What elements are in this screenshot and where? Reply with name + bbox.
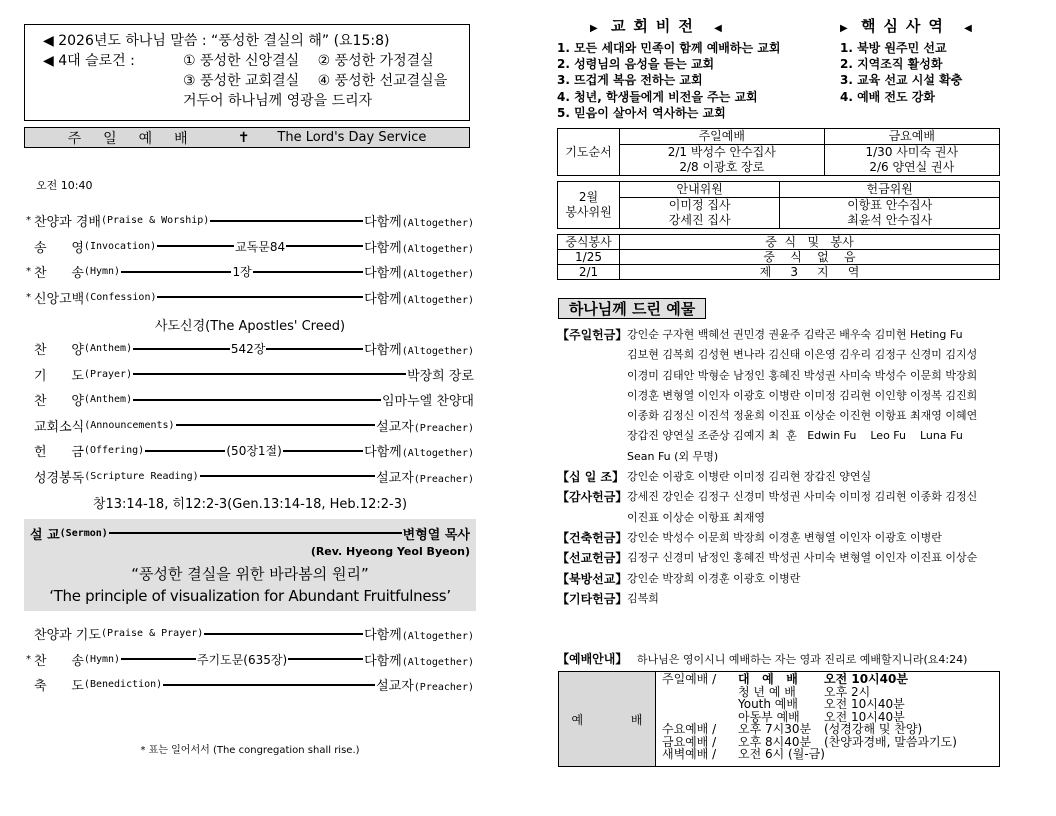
order-of-worship-part2	[26, 336, 474, 489]
leader-name-en: (Preacher)	[413, 422, 474, 434]
triangle-left-icon: ◀	[964, 23, 972, 34]
leader-name: 다함께	[364, 343, 402, 359]
leader-name-en: (Altogether)	[401, 346, 474, 358]
leader-name-en: (Preacher)	[413, 473, 474, 485]
vision-item: 4. 청년, 학생들에게 비전을 주는 교회	[557, 89, 758, 104]
meal-value: 중 식 없 음	[620, 250, 1000, 265]
item-eng: (Confession)	[84, 291, 157, 303]
leader-name: 다함께	[364, 291, 402, 307]
item-leader	[407, 365, 474, 384]
item-leader	[364, 650, 474, 669]
rise-note: * 표는 일어서서 (The congregation shall rise.)	[140, 745, 360, 756]
worship-c3: 오전 10시40분	[824, 697, 905, 711]
vision-title: ▶ 교회비전 ◀	[590, 17, 722, 35]
offering-names	[627, 528, 1002, 548]
leader-name-en: (Altogether)	[401, 243, 474, 255]
item-name: 신앙고백	[34, 291, 85, 307]
worship-schedule-table	[558, 671, 1000, 767]
order-item	[26, 234, 474, 260]
item-eng: (Hymn)	[83, 266, 121, 278]
core-item: 2. 지역조직 활성화	[840, 57, 943, 72]
item-leader	[376, 675, 474, 694]
worship-guide	[557, 650, 967, 667]
scripture-row	[26, 490, 474, 516]
item-name: 헌 금	[34, 445, 84, 461]
sermon-box	[24, 519, 476, 611]
leader-name: 박장희 장로	[407, 368, 474, 384]
worship-guide-label: 【예배안내】	[557, 652, 628, 666]
worship-c3: (성경강해 및 찬양)	[824, 722, 923, 736]
donor-line: Sean Fu (외 무명)	[627, 449, 719, 463]
worship-c2: 오후 8시40분	[738, 734, 812, 749]
meal-service-table	[557, 234, 1000, 280]
vision-item: 5. 믿음이 살아서 역사하는 교회	[557, 105, 726, 120]
scripture-reference: 창13:14-18, 히12:2-3(Gen.13:14-18, Heb.12:2-3)	[92, 497, 408, 513]
worship-schedule	[656, 672, 1000, 767]
leader-line	[286, 245, 363, 247]
volunteers-table	[557, 181, 1000, 229]
leader-line	[121, 271, 231, 273]
worship-c2: 오후 7시30분	[738, 722, 812, 736]
item-detail: 주기도문(635장)	[196, 652, 288, 667]
creed-row	[26, 312, 474, 338]
col-header: 주일예배	[620, 129, 825, 145]
worship-label: 예 배	[559, 672, 656, 767]
slogans	[43, 51, 469, 111]
worship-c3: 오후 2시	[824, 684, 871, 699]
offering-label: 【기타헌금】	[557, 591, 628, 606]
offering-group	[557, 548, 1002, 568]
col-header: 헌금위원	[780, 182, 1000, 198]
slogan-item: ③ 풍성한 교회결실	[183, 73, 300, 89]
item-leader	[364, 262, 474, 281]
leader-line	[145, 450, 225, 452]
order-of-worship-part1	[26, 208, 474, 310]
worship-c1: 금요예배 /	[662, 734, 717, 749]
rise-marker: *	[26, 215, 31, 227]
item-eng: (Benediction)	[83, 679, 163, 691]
triangle-right-icon: ▶	[590, 23, 598, 34]
leader-line	[200, 475, 375, 477]
offering-names	[627, 589, 1002, 609]
order-item	[26, 208, 474, 234]
order-item	[26, 387, 474, 413]
leader-name: 다함께	[364, 240, 402, 256]
item-name: 찬양과 기도	[34, 628, 101, 644]
worship-c1: 새벽예배 /	[662, 747, 717, 761]
donor-line: 김복희	[627, 591, 659, 605]
leader-name: 설교자	[376, 679, 414, 695]
offering-label: 【선교헌금】	[557, 551, 628, 566]
core-item: 3. 교육 선교 시설 확충	[840, 73, 963, 88]
item-name: 찬 송	[34, 653, 84, 669]
item-leader	[364, 211, 474, 230]
leader-name-en: (Altogether)	[401, 294, 474, 306]
item-eng: (Anthem)	[83, 343, 133, 355]
offerings-list	[557, 325, 1002, 609]
donor-line: 김보현 김복희 김성현 변나라 김신태 이은영 김우리 김정구 신경미 김지성	[627, 348, 978, 362]
worship-c1	[662, 686, 738, 699]
leader-line	[133, 348, 230, 350]
order-item	[26, 464, 474, 490]
order-item	[26, 438, 474, 464]
donor-line: 강인순 구자현 백혜선 권민경 권윤주 김락곤 배우숙 김미현 Heting Fu	[627, 328, 963, 341]
order-item	[26, 621, 474, 647]
leader-line	[210, 220, 363, 222]
leader-line	[133, 373, 406, 375]
donor-line: 장갑진 양연실 조준상 김예지 최 훈 Edwin Fu Leo Fu Luna Fu	[627, 429, 963, 443]
worship-c1: 수요예배 /	[662, 722, 717, 736]
cross-icon: ✝	[237, 129, 250, 146]
worship-c1: 주일예배 /	[662, 672, 717, 686]
offering-group	[557, 487, 1002, 528]
ushers: 이미정 집사 강세진 집사	[620, 198, 780, 229]
sermon-title-en: ‘The principle of visualization for Abundant Fruitfulness’	[49, 587, 451, 605]
worship-c2: 오전 6시 (월-금)	[738, 747, 825, 761]
service-time: 오전 10:40	[36, 179, 93, 192]
item-eng: (Hymn)	[83, 653, 121, 665]
item-leader	[364, 288, 474, 307]
leader-name: 다함께	[364, 445, 402, 461]
offering-label: 【주일헌금】	[557, 328, 628, 342]
donor-line: 이진표 이상순 이항표 최재영	[627, 510, 766, 524]
slogan-closing: 거두어 하나님께 영광을 드리자	[183, 93, 373, 109]
slogan-item: ④ 풍성한 선교결실을	[317, 73, 448, 89]
leader-name-en: (Preacher)	[413, 682, 474, 694]
offering-label: 【건축헌금】	[557, 530, 628, 545]
donor-line: 강인순 이광호 이병란 이미정 김리현 장갑진 양연실	[627, 470, 872, 484]
triangle-left-icon: ◀	[714, 23, 722, 34]
leader-name-en: (Altogether)	[401, 631, 474, 643]
leader-name: 설교자	[376, 419, 414, 435]
apostles-creed: 사도신경(The Apostles' Creed)	[154, 319, 346, 335]
worship-c1	[662, 698, 738, 711]
offering-group	[557, 589, 1002, 609]
item-leader	[364, 441, 474, 460]
item-eng: (Praise & Prayer)	[100, 628, 204, 640]
service-header	[24, 127, 470, 148]
offering-label: 【북방선교】	[557, 571, 628, 586]
sermon-row	[30, 521, 470, 545]
offering-names	[627, 325, 1002, 467]
leader-line	[204, 633, 363, 635]
leader-name: 설교자	[376, 470, 414, 486]
preacher: 변형열 목사	[402, 527, 470, 543]
donor-line: 강세진 강인순 김정구 신경미 박성권 사미숙 이미정 김리현 이종화 김정신	[627, 490, 978, 504]
meal-header: 중 식 및 봉사	[620, 235, 1000, 250]
item-leader	[382, 390, 474, 409]
item-name: 찬 양	[34, 394, 84, 410]
leader-line	[288, 658, 363, 660]
leader-line	[266, 348, 363, 350]
meal-date: 2/1	[558, 265, 620, 280]
leader-name-en: (Altogether)	[401, 448, 474, 460]
donor-line: 김정구 신경미 남정인 홍혜진 박성권 사미숙 변형열 이인자 이진표 이상순	[627, 551, 978, 565]
leader-line	[283, 450, 363, 452]
leader-name: 다함께	[364, 628, 402, 644]
worship-c3: 오전 10시40분	[824, 709, 905, 724]
offering-names	[627, 569, 1002, 589]
item-eng: (Anthem)	[83, 394, 133, 406]
order-item	[26, 259, 474, 285]
item-detail: 교독문84	[235, 239, 286, 254]
item-detail: (50장1절)	[226, 444, 282, 459]
core-ministry-list	[840, 40, 962, 105]
col-header: 금요예배	[824, 129, 999, 145]
offering-names	[627, 548, 1002, 568]
item-leader	[364, 237, 474, 256]
offering-committee: 이항표 안수집사 최윤석 안수집사	[780, 198, 1000, 229]
leader-line	[157, 245, 234, 247]
item-leader	[376, 416, 474, 435]
item-detail: 542장	[230, 342, 266, 357]
leader-name: 다함께	[364, 653, 402, 669]
core-item: 4. 예배 전도 강화	[840, 89, 935, 104]
item-leader	[364, 339, 474, 358]
donor-line: 이경훈 변형열 이인자 이광호 이병란 이미정 김리현 이인향 이정복 김진희	[627, 388, 978, 402]
leader-line	[253, 271, 363, 273]
order-item	[26, 647, 474, 673]
annual-theme-box	[24, 24, 470, 121]
core-ministry-title: ▶ 핵심사역 ◀	[840, 17, 972, 35]
item-name: 교회소식	[34, 419, 85, 435]
leader-line	[163, 684, 375, 686]
friday-prayer: 1/30 사미숙 권사 2/6 양연실 권사	[824, 145, 999, 176]
rise-marker: *	[26, 266, 31, 278]
volunteers-label: 2월 봉사위원	[558, 182, 620, 229]
leader-line	[157, 296, 363, 298]
item-leader	[364, 624, 474, 643]
offering-group	[557, 528, 1002, 548]
item-eng: (Announcements)	[84, 419, 175, 431]
item-leader	[376, 467, 474, 486]
item-eng: (Invocation)	[83, 240, 157, 252]
triangle-right-icon: ▶	[840, 23, 848, 34]
order-of-worship-part3	[26, 621, 474, 698]
leader-name: 다함께	[364, 215, 402, 231]
meal-label: 중식봉사	[558, 235, 620, 250]
donor-line: 강인순 박성수 이문희 박장희 이경훈 변형열 이인자 이광호 이병란	[627, 530, 942, 544]
item-eng: (Prayer)	[83, 368, 133, 380]
worship-row	[662, 748, 999, 761]
core-item: 1. 북방 원주민 선교	[840, 41, 947, 55]
slogan-item: ① 풍성한 신앙결실	[183, 53, 300, 69]
worship-c3: (찬양과경배, 말씀과기도)	[824, 734, 957, 749]
worship-row	[662, 673, 999, 686]
worship-c3: 오전 10시40분	[824, 672, 908, 686]
worship-c2: 청 년 예 배	[738, 684, 796, 699]
sunday-prayer: 2/1 박성수 안수집사 2/8 이광호 장로	[620, 145, 825, 176]
item-name: 송 영	[34, 240, 84, 256]
worship-row	[662, 698, 999, 711]
leader-name: 다함께	[364, 266, 402, 282]
item-eng: (Praise & Worship)	[100, 215, 210, 227]
prayer-order-label: 기도순서	[558, 129, 620, 176]
item-name: 축 도	[34, 679, 84, 695]
worship-c2: Youth 예배	[738, 697, 798, 711]
vision-item: 2. 성령님의 음성을 듣는 교회	[557, 57, 715, 72]
offering-group	[557, 569, 1002, 589]
offering-names	[627, 487, 1002, 528]
order-item	[26, 672, 474, 698]
offering-group	[557, 467, 1002, 487]
worship-c2: 아동부 예배	[738, 709, 800, 724]
item-eng: (Sermon)	[59, 527, 108, 539]
service-title-ko: 주일예배	[67, 130, 210, 147]
leader-line	[133, 399, 381, 401]
item-name: 설 교	[30, 527, 60, 543]
slogan-item: ② 풍성한 가정결실	[317, 53, 434, 69]
item-name: 찬 송	[34, 266, 84, 282]
item-name: 성경봉독	[34, 470, 85, 486]
item-name: 찬양과 경배	[34, 215, 101, 231]
leader-name-en: (Altogether)	[401, 656, 474, 668]
service-title-en: The Lord's Day Service	[277, 130, 427, 145]
order-item	[26, 285, 474, 311]
worship-c2: 대 예 배	[738, 672, 798, 686]
prayer-order-table	[557, 128, 1000, 176]
item-name: 찬 양	[34, 343, 84, 359]
offering-names	[627, 467, 1002, 487]
item-detail: 1장	[232, 265, 252, 280]
order-item	[26, 336, 474, 362]
offering-label: 【감사헌금】	[557, 490, 628, 505]
rise-marker: *	[26, 653, 31, 665]
leader-name: 임마누엘 찬양대	[381, 394, 474, 410]
worship-row	[662, 723, 999, 736]
leader-name-en: (Altogether)	[401, 269, 474, 281]
year-word: ◀ 2026년도 하나님 말씀 : “풍성한 결실의 해” (요15:8)	[43, 33, 390, 49]
offering-group	[557, 325, 1002, 467]
preacher-en: (Rev. Hyeong Yeol Byeon)	[310, 545, 470, 558]
item-eng: (Offering)	[83, 445, 145, 457]
vision-item: 3. 뜨겁게 복음 전하는 교회	[557, 73, 703, 88]
vision-item: 1. 모든 세대와 민족이 함께 예배하는 교회	[557, 41, 781, 55]
item-eng: (Scripture Reading)	[84, 470, 199, 482]
offerings-title: 하나님께 드린 예물	[558, 298, 706, 319]
leader-name-en: (Altogether)	[401, 218, 474, 230]
order-item	[26, 362, 474, 388]
meal-date: 1/25	[558, 250, 620, 265]
col-header: 안내위원	[620, 182, 780, 198]
vision-list	[557, 40, 780, 121]
meal-value: 제 3 지 역	[620, 265, 1000, 280]
worship-guide-verse: 하나님은 영이시니 예배하는 자는 영과 진리로 예배할지니라(요4:24)	[636, 653, 968, 666]
offering-label: 【십 일 조】	[557, 470, 625, 485]
rise-marker: *	[26, 291, 31, 303]
order-item	[26, 413, 474, 439]
sermon-title-ko: “풍성한 결실을 위한 바라봄의 원리”	[131, 565, 369, 583]
item-name: 기 도	[34, 368, 84, 384]
donor-line: 이경미 김태안 박형순 남정인 홍혜진 박성권 사미숙 박성수 이문희 박장희	[627, 368, 978, 382]
leader-line	[121, 658, 196, 660]
leader-line	[176, 424, 376, 426]
donor-line: 강인순 박장희 이경훈 이광호 이병란	[627, 571, 801, 585]
donor-line: 이종화 김정신 이진석 정윤희 이진표 이상순 이진현 이항표 최재영 이혜연	[627, 409, 978, 423]
leader-line	[109, 532, 402, 534]
slogan-label: ◀ 4대 슬로건 :	[43, 53, 135, 69]
